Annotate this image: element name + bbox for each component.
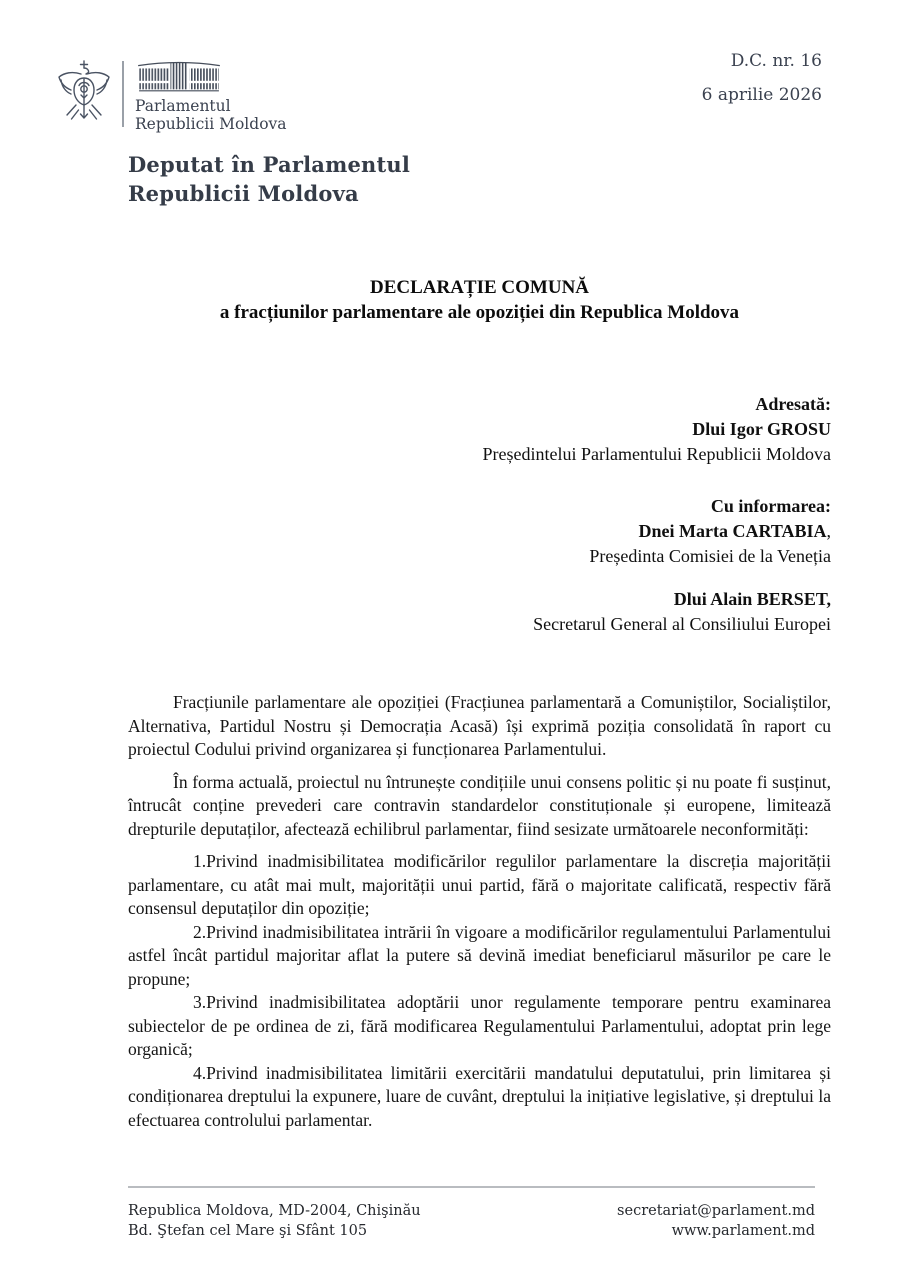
recipient-name: Dlui Alain BERSET,: [673, 589, 831, 609]
recipient-role: Președintelui Parlamentului Republicii Moldova: [482, 444, 831, 464]
document-title-line1: DECLARAȚIE COMUNĂ: [369, 277, 590, 298]
body-paragraph: Fracțiunile parlamentare ale opoziției (Fracțiunea parlamentară a Comuniștilor, Socialiștilor, Alternativa, Partidul Nostru și Democrația Acasă) își exprimă poziția consolidată în raport cu proiectul Codului privind organizarea și funcționarea Parlamentului.: [128, 692, 831, 759]
recipient-label: Cu informarea:: [710, 496, 831, 516]
footer-address-line2: Bd. Ştefan cel Mare şi Sfânt 105: [128, 1223, 368, 1239]
document-body: [128, 691, 831, 1132]
body-list-item: 3.Privind inadmisibilitatea adoptării unor regulamente temporare pentru examinarea subiectelor de pe ordinea de zi, fără modificarea Regulamentului Parlamentului, adoptat prin lege organică;: [128, 992, 831, 1059]
org-name-line2: Republicii Moldova: [135, 115, 287, 133]
parliament-building-icon: [135, 58, 223, 96]
document-title-line2: a fracțiunilor parlamentare ale opoziției din Republica Moldova: [219, 302, 740, 323]
document-meta: [702, 51, 822, 105]
document-title: [128, 275, 831, 325]
footer-website: www.parlament.md: [671, 1223, 815, 1239]
moldova-coat-of-arms-icon: [54, 58, 114, 128]
body-list-item: 2.Privind inadmisibilitatea intrării în vigoare a modificărilor regulamentului Parlamentului astfel încât partidul majoritar aflat la putere să devină imediat beneficiarul măsurilor pe care le propune;: [128, 921, 831, 989]
org-name: [135, 97, 287, 133]
letterhead-brand: [54, 58, 287, 133]
document-date: 6 aprilie 2026: [701, 85, 822, 105]
org-name-line1: Parlamentul: [135, 97, 231, 115]
recipient-addressee: [128, 392, 831, 467]
body-paragraph: În forma actuală, proiectul nu întrunește condițiile unui consens politic și nu poate fi susținut, întrucât conține prevederi care contravin standardelor constituționale și europene, limitează drepturile deputaților, afectează echilibrul parlamentar, fiind sesizate următoarele neconformități:: [128, 771, 831, 839]
footer-address-line1: Republica Moldova, MD-2004, Chişinău: [128, 1203, 421, 1219]
body-list-item: 1.Privind inadmisibilitatea modificărilor regulilor parlamentare la discreția majorității parlamentare, cu atât mai mult, majorității unui partid, fără o majoritate calificată, respectiv fără consensul deputaților din opoziție;: [128, 851, 831, 918]
document-number: D.C. nr. 16: [730, 51, 822, 71]
recipient-cc-2: [128, 587, 831, 637]
footer-email: secretariat@parlament.md: [617, 1203, 815, 1219]
footer-address: [128, 1201, 421, 1241]
recipient-name: Dlui Igor GROSU: [692, 419, 831, 439]
letterhead-heading-line1: Deputat în Parlamentul: [128, 152, 411, 177]
recipient-role: Președinta Comisiei de la Veneția: [589, 546, 831, 566]
document-footer: [128, 1186, 815, 1241]
recipient-cc-1: [128, 494, 831, 569]
recipient-name: Dnei Marta CARTABIA,: [638, 521, 831, 541]
letterhead-heading: [128, 150, 410, 208]
recipients-block: [128, 392, 831, 637]
footer-divider: [128, 1186, 815, 1188]
footer-contacts: [617, 1201, 815, 1241]
body-list-item: 4.Privind inadmisibilitatea limitării exercitării mandatului deputatului, prin limitarea și condiționarea dreptului la expunere, luare de cuvânt, dreptului la inițiative legislative, și dreptului la efectuarea controlului parlamentar.: [128, 1062, 831, 1130]
recipient-label: Adresată:: [755, 394, 831, 414]
recipient-role: Secretarul General al Consiliului Europei: [533, 614, 831, 634]
letterhead-heading-line2: Republicii Moldova: [128, 181, 359, 206]
brand-divider: [122, 61, 124, 127]
